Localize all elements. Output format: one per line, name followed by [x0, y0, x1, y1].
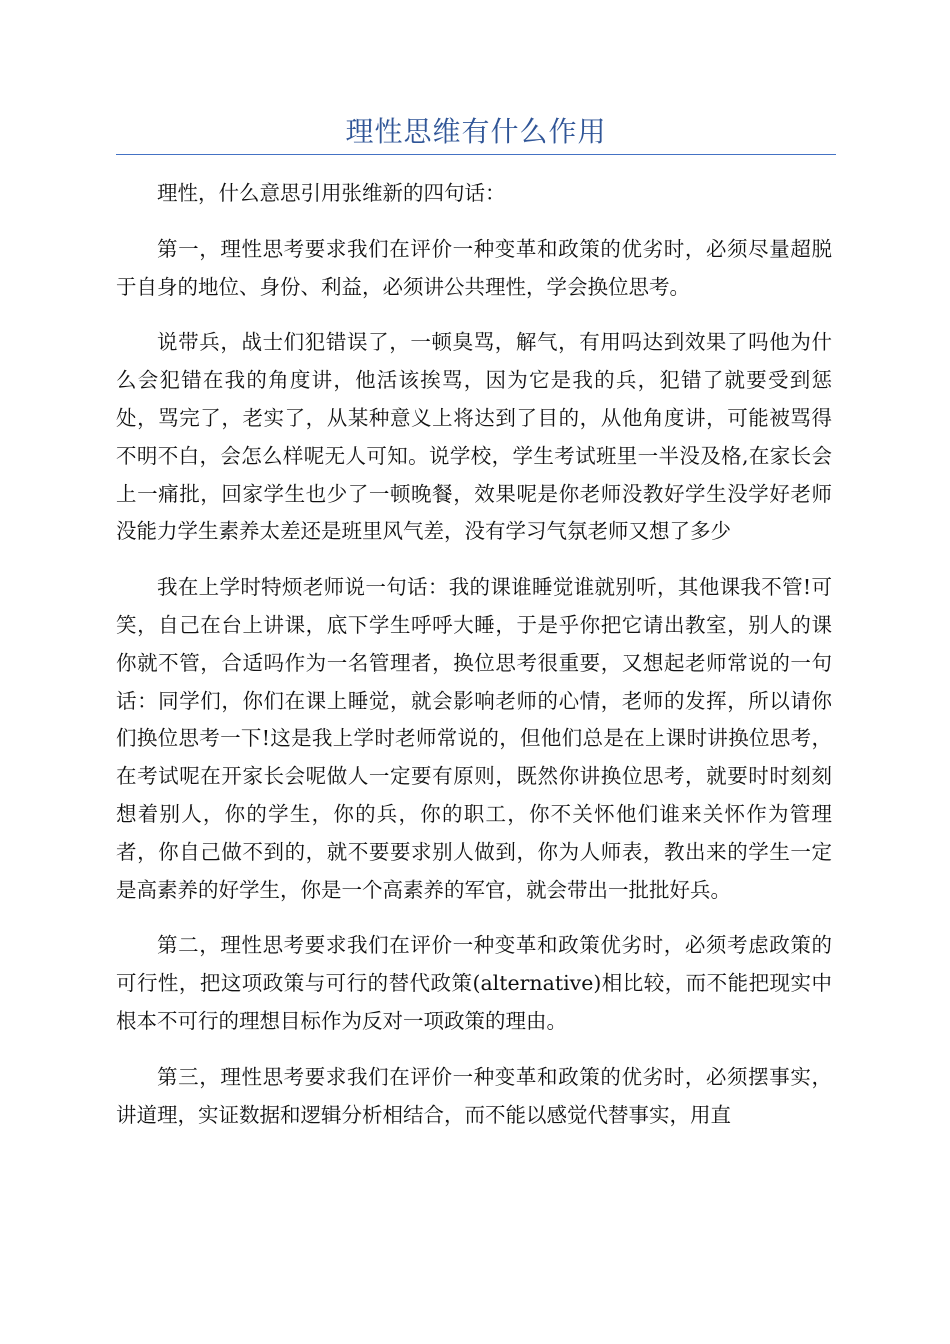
- paragraph-third-point: 第三，理性思考要求我们在评价一种变革和政策的优劣时，必须摆事实，讲道理，实证数据和逻辑分析相结合，而不能以感觉代替事实，用直: [116, 1064, 832, 1127]
- title-underline: [116, 154, 836, 155]
- paragraph-intro: 理性，什么意思引用张维新的四句话：: [157, 181, 506, 205]
- paragraph-army-example: 说带兵，战士们犯错误了，一顿臭骂，解气，有用吗达到效果了吗他为什么会犯错在我的角度讲，他活该挨骂，因为它是我的兵，犯错了就要受到惩处，骂完了，老实了，从某种意义上将达到了目的，从他角度讲，可能被骂得不明不白，会怎么样呢无人可知。说学校，学生考试班里一半没及格,在家长会上一痛批，回家学生也少了一顿晚餐，效果呢是你老师没教好学生没学好老师没能力学生素养太差还是班里风气差，没有学习气氛老师又想了多少: [116, 330, 832, 544]
- page-title: 理性思维有什么作用: [345, 115, 607, 148]
- paragraph-school-example: 我在上学时特烦老师说一句话：我的课谁睡觉谁就别听，其他课我不管!可笑，自己在台上讲课，底下学生呼呼大睡，于是乎你把它请出教室，别人的课你就不管，合适吗作为一名管理者，换位思考很重要，又想起老师常说的一句话：同学们，你们在课上睡觉，就会影响老师的心情，老师的发挥，所以请你们换位思考一下!这是我上学时老师常说的，但他们总是在上课时讲换位思考，在考试呢在开家长会呢做人一定要有原则，既然你讲换位思考，就要时时刻刻想着别人，你的学生，你的兵，你的职工，你不关怀他们谁来关怀作为管理者，你自己做不到的，就不要要求别人做到，你为人师表，教出来的学生一定是高素养的好学生，你是一个高素养的军官，就会带出一批批好兵。: [116, 575, 832, 902]
- paragraph-first-point: 第一，理性思考要求我们在评价一种变革和政策的优劣时，必须尽量超脱于自身的地位、身份、利益，必须讲公共理性，学会换位思考。: [116, 236, 832, 299]
- document-body: [116, 175, 832, 1152]
- paragraph-second-point: 第二，理性思考要求我们在评价一种变革和政策优劣时，必须考虑政策的可行性，把这项政策与可行的替代政策(alternative)相比较，而不能把现实中根本不可行的理想目标作为反对一项政策的理由。: [116, 933, 832, 1033]
